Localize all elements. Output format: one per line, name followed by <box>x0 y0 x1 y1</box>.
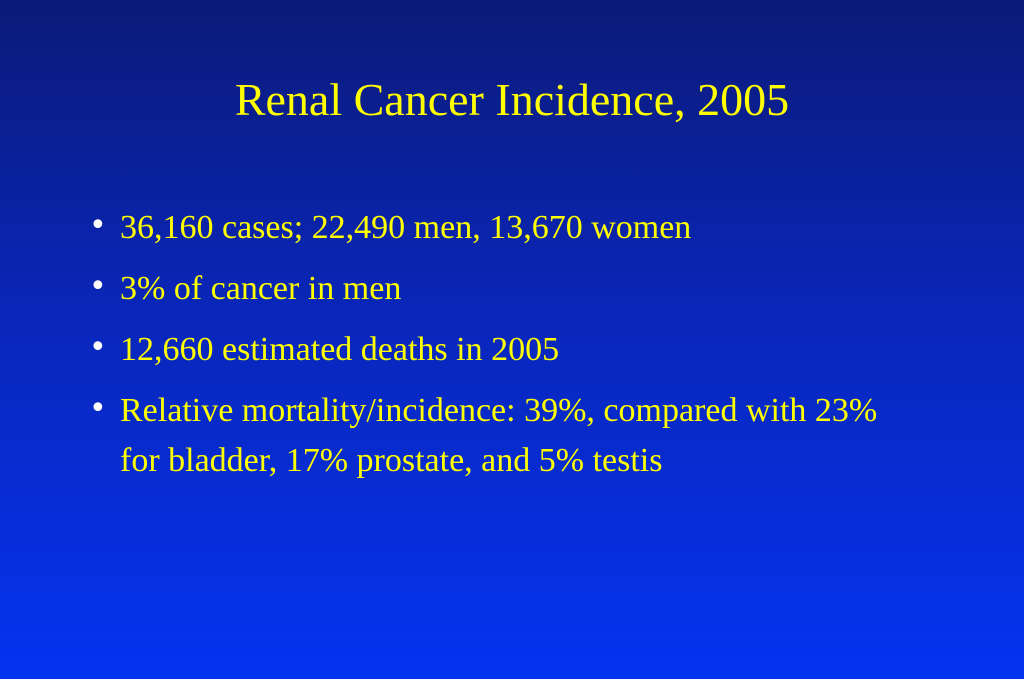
bullet-item <box>88 325 918 375</box>
bullet-text: 12,660 estimated deaths in 2005 <box>120 331 560 368</box>
bullet-text: Relative mortality/incidence: 39%, compared with 23% for bladder, 17% prostate, and 5% testis <box>120 392 878 479</box>
bullet-list <box>88 203 918 486</box>
bullet-dot-icon: • <box>89 391 107 426</box>
slide-title: Renal Cancer Incidence, 2005 <box>234 74 790 125</box>
bullet-dot-icon: • <box>89 208 107 243</box>
bullet-dot-icon: • <box>89 269 107 304</box>
bullet-item <box>88 264 918 314</box>
bullet-item <box>88 203 918 253</box>
bullet-dot-icon: • <box>89 330 107 365</box>
bullet-text: 3% of cancer in men <box>120 270 402 307</box>
bullet-item <box>88 386 918 486</box>
bullet-text: 36,160 cases; 22,490 men, 13,670 women <box>120 209 692 246</box>
